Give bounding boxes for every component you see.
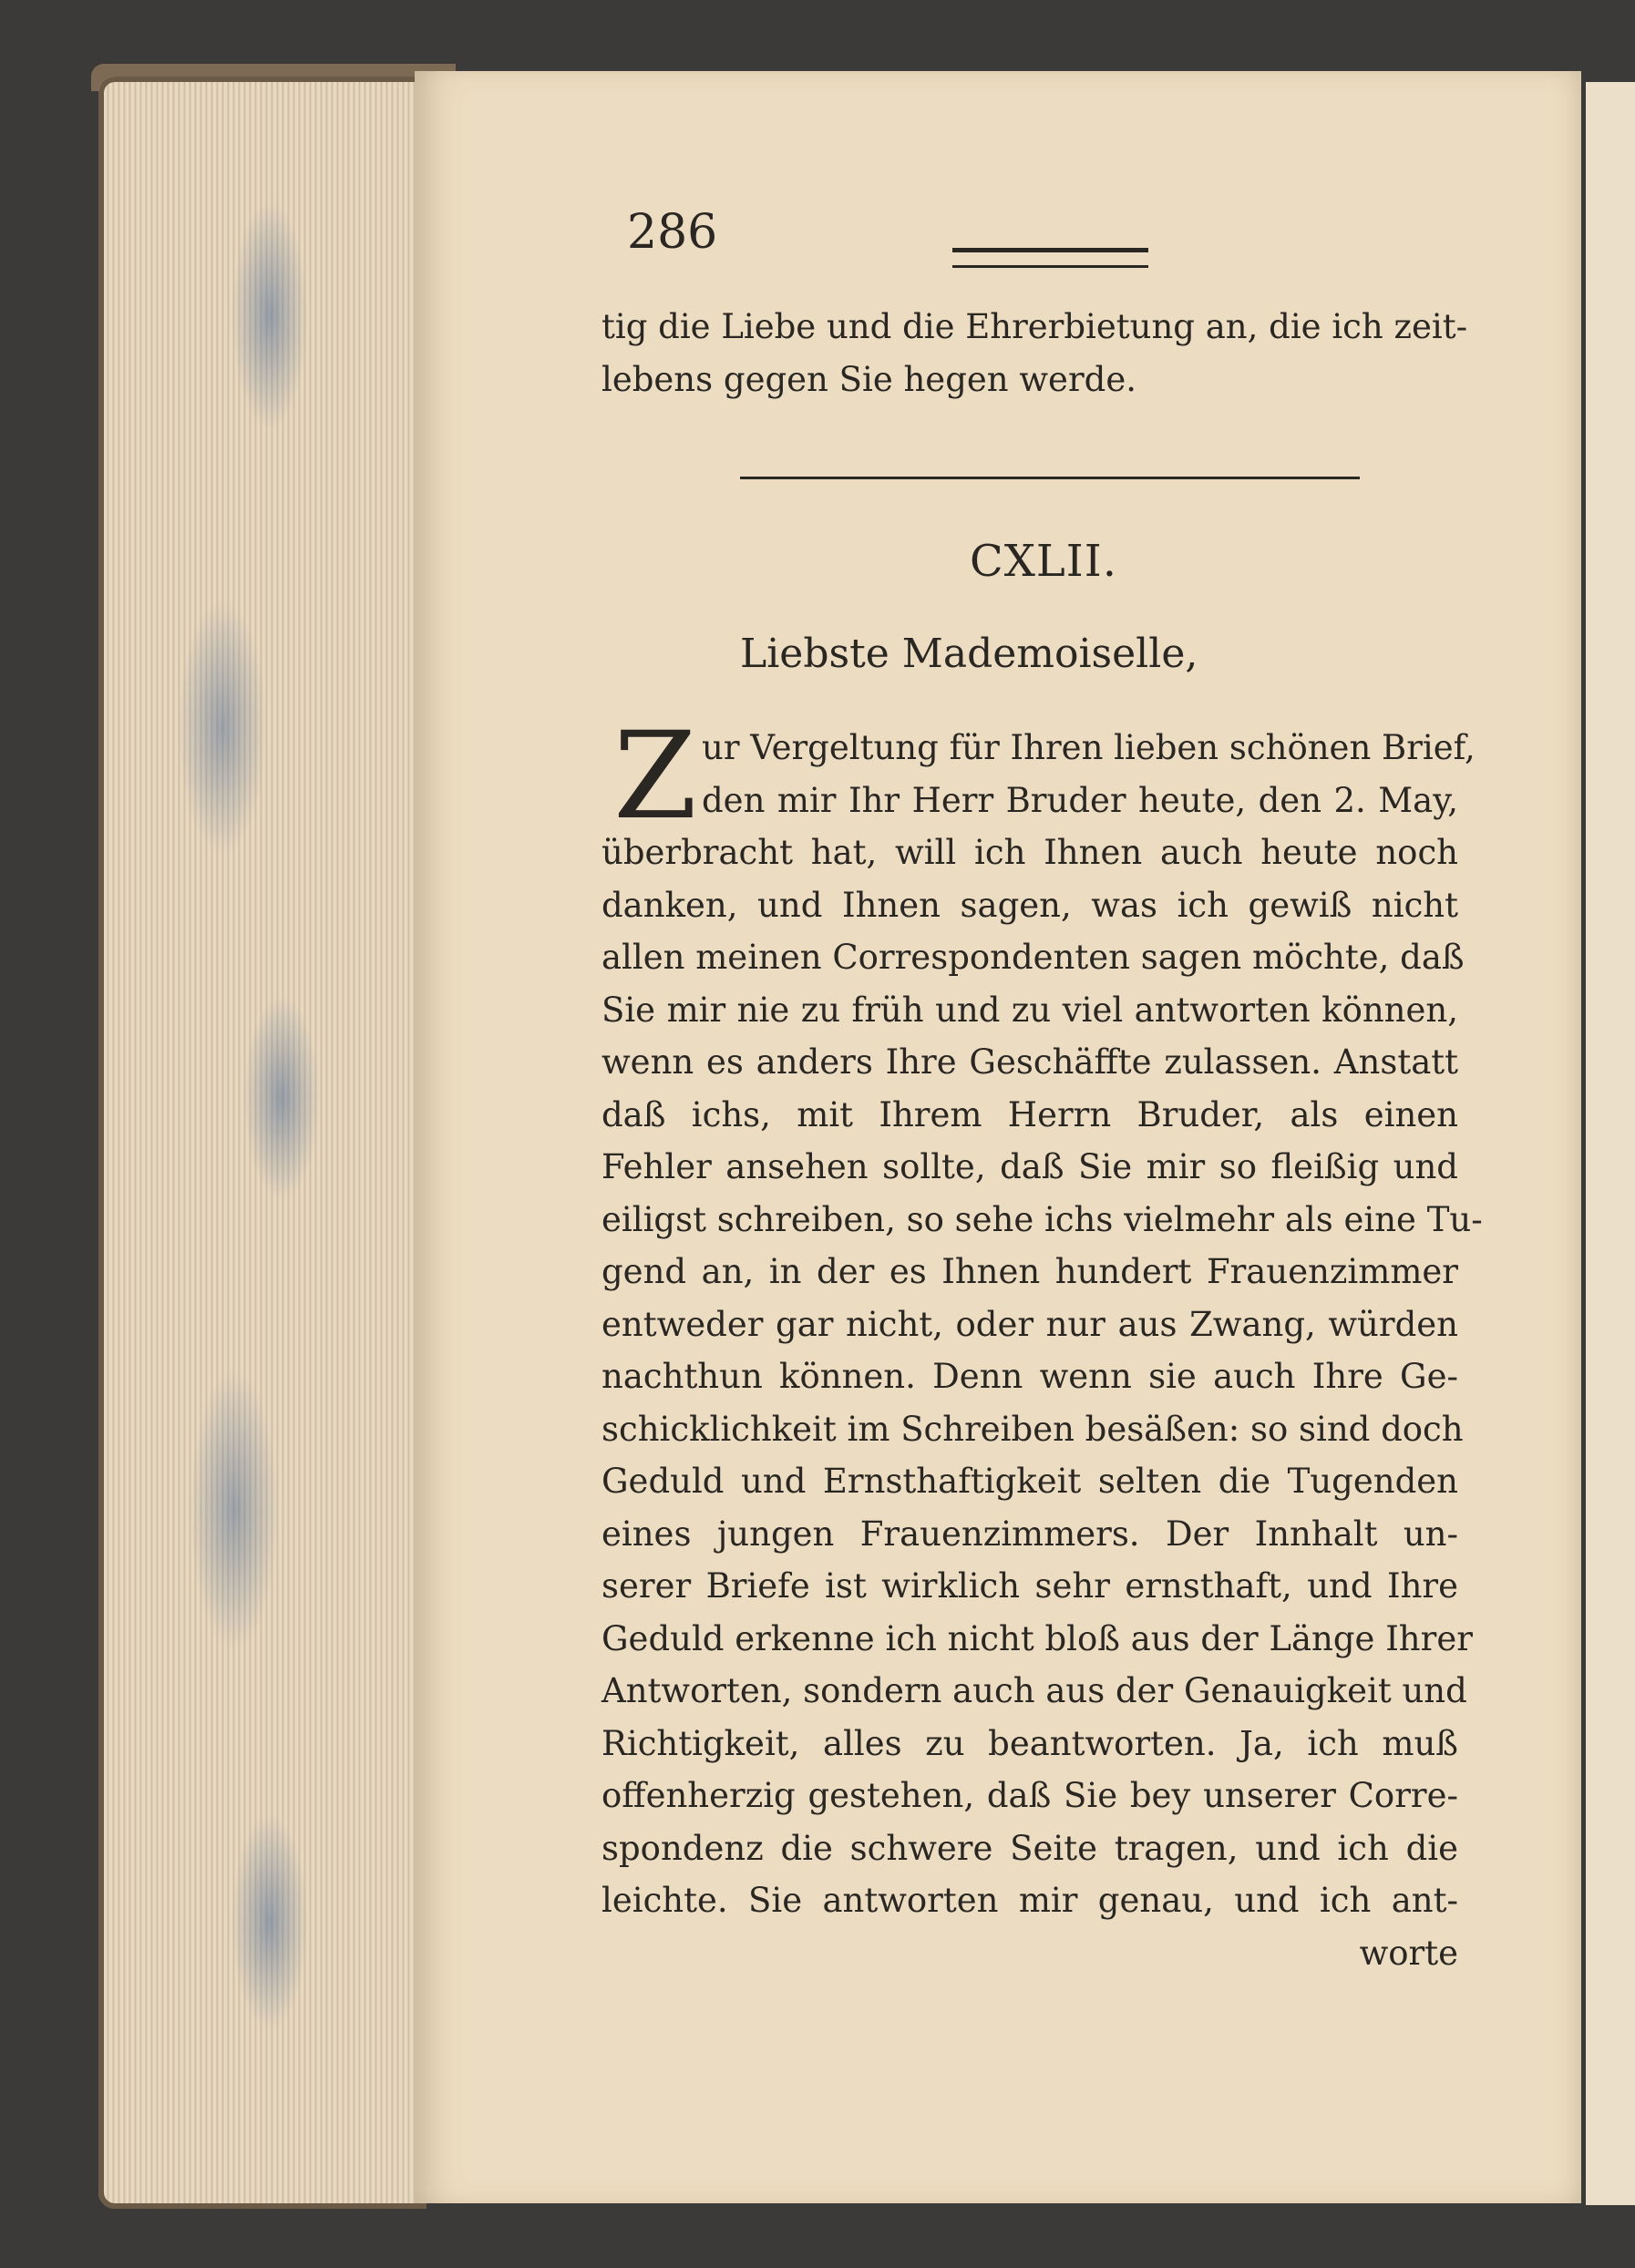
text-line: entweder gar nicht, oder nur aus Zwang, würden: [602, 1304, 1458, 1344]
catchword: worte: [1359, 1933, 1458, 1973]
text-line: allen meinen Correspondenten sagen möchte, daß: [602, 938, 1465, 977]
text-line: offenherzig gestehen, daß Sie bey unserer Corre-: [602, 1776, 1458, 1815]
page-number: 286: [627, 205, 718, 260]
header-rule: [952, 248, 1148, 268]
text-line: danken, und Ihnen sagen, was ich gewiß nicht: [602, 885, 1458, 925]
text-line: wenn es anders Ihre Geschäffte zulassen. Anstatt: [602, 1042, 1458, 1082]
text-line: tig die Liebe und die Ehrerbietung an, die ich zeit-: [602, 307, 1468, 346]
text-line: schicklichkeit im Schreiben besäßen: so sind doch: [602, 1409, 1464, 1449]
text-line: eiligst schreiben, so sehe ichs vielmehr als eine Tu-: [602, 1199, 1483, 1239]
salutation: Liebste Mademoiselle,: [740, 631, 1198, 677]
intro-text: [602, 301, 1468, 405]
text-line: den mir Ihr Herr Bruder heute, den 2. May,: [702, 780, 1458, 820]
facing-page-edge: [1586, 82, 1635, 2205]
section-divider: [740, 477, 1360, 479]
text-line: lebens gegen Sie hegen werde.: [602, 359, 1136, 399]
text-line: serer Briefe ist wirklich sehr ernsthaft, und Ihre: [602, 1566, 1458, 1606]
text-line: nachthun können. Denn wenn sie auch Ihre Ge-: [602, 1357, 1458, 1396]
text-line: Richtigkeit, alles zu beantworten. Ja, ich muß: [602, 1723, 1458, 1763]
text-line: Geduld und Ernsthaftigkeit selten die Tugenden: [602, 1462, 1458, 1501]
text-line: leichte. Sie antworten mir genau, und ich ant-: [602, 1881, 1458, 1920]
text-line: eines jungen Frauenzimmers. Der Innhalt un-: [602, 1514, 1458, 1554]
letter-number: CXLII.: [970, 536, 1117, 587]
marbled-edge-pattern: [128, 109, 365, 2169]
text-line: spondenz die schwere Seite tragen, und ich die: [602, 1828, 1458, 1868]
letter-body: [602, 706, 1483, 1979]
text-line: ur Vergeltung für Ihren lieben schönen Brief,: [702, 728, 1476, 767]
text-line: Geduld erkenne ich nicht bloß aus der Länge Ihrer: [602, 1618, 1473, 1658]
text-line: daß ichs, mit Ihrem Herrn Bruder, als einen: [602, 1094, 1458, 1134]
drop-cap: Z: [613, 706, 697, 847]
text-line: Fehler ansehen sollte, daß Sie mir so fleißig und: [602, 1147, 1458, 1186]
text-line: überbracht hat, will ich Ihnen auch heute noch: [602, 833, 1458, 872]
text-line: gend an, in der es Ihnen hundert Frauenzimmer: [602, 1252, 1458, 1291]
text-line: Antworten, sondern auch aus der Genauigkeit und: [602, 1671, 1467, 1710]
text-line: Sie mir nie zu früh und zu viel antworten können,: [602, 990, 1458, 1030]
